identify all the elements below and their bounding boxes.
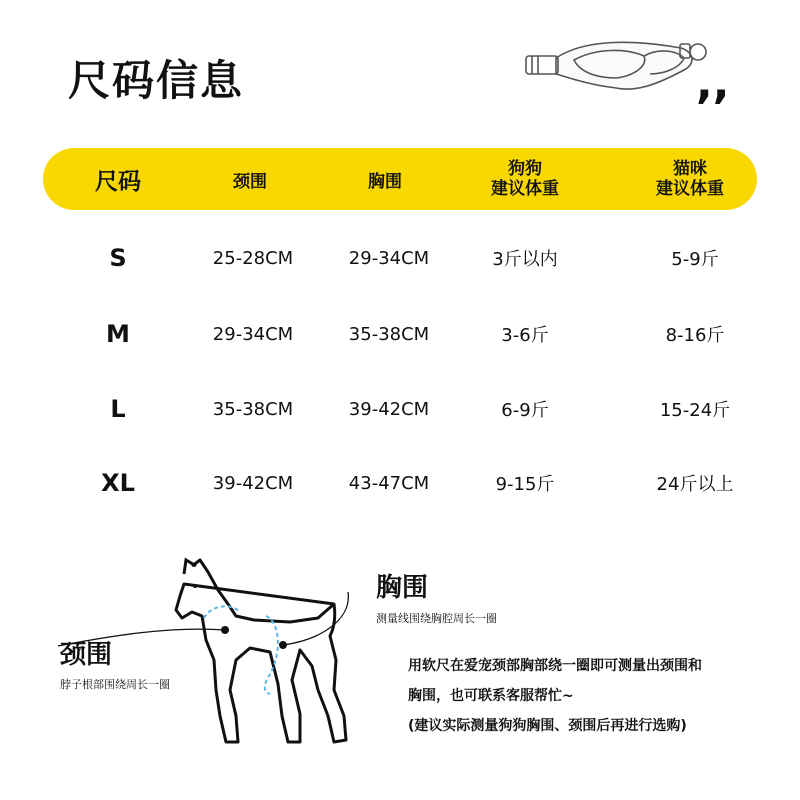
note-line-1: 用软尺在爱宠颈部胸部绕一圈即可测量出颈围和 xyxy=(408,658,702,674)
neck-cell: 25-28CM xyxy=(212,247,294,269)
note-line-3: (建议实际测量狗狗胸围、颈围后再进行选购) xyxy=(408,718,687,734)
cat-weight-cell: 5-9斤 xyxy=(671,249,719,270)
table-row xyxy=(0,314,800,354)
header-cat-weight-line1: 猫咪 xyxy=(673,159,707,179)
harness-product-image xyxy=(516,30,716,100)
size-cell: M xyxy=(106,320,130,348)
table-row xyxy=(0,463,800,503)
header-chest: 胸围 xyxy=(368,171,402,192)
dog-weight-cell: 3斤以内 xyxy=(492,249,558,270)
chest-cell: 35-38CM xyxy=(348,323,430,345)
size-cell: L xyxy=(110,395,126,423)
header-cat-weight xyxy=(620,148,760,210)
neck-cell: 39-42CM xyxy=(212,472,294,494)
dog-weight-cell: 3-6斤 xyxy=(501,325,549,346)
header-dog-weight-line2: 建议体重 xyxy=(491,179,559,199)
note-line-2: 胸围，也可联系客服帮忙~ xyxy=(408,688,574,704)
quote-mark: ,, xyxy=(696,58,730,109)
dog-weight-cell: 9-15斤 xyxy=(495,474,555,495)
neck-label: 颈围 xyxy=(60,640,113,670)
neck-cell: 35-38CM xyxy=(212,398,294,420)
size-cell: XL xyxy=(101,469,135,497)
chest-label: 胸围 xyxy=(376,573,429,603)
chest-description: 测量线围绕胸腔周长一圈 xyxy=(376,612,497,625)
header-dog-weight-line1: 狗狗 xyxy=(508,159,542,179)
chest-cell: 29-34CM xyxy=(348,247,430,269)
cat-weight-cell: 15-24斤 xyxy=(659,400,731,421)
cat-weight-cell: 8-16斤 xyxy=(665,325,725,346)
cat-weight-cell: 24斤以上 xyxy=(656,474,734,495)
dog-outline xyxy=(176,560,346,742)
dog-weight-cell: 6-9斤 xyxy=(501,400,549,421)
page-title: 尺码信息 xyxy=(68,56,245,105)
header-size: 尺码 xyxy=(95,168,141,195)
neck-cell: 29-34CM xyxy=(212,323,294,345)
chest-cell: 39-42CM xyxy=(348,398,430,420)
size-cell: S xyxy=(109,244,127,272)
table-row xyxy=(0,238,800,278)
header-neck: 颈围 xyxy=(233,171,267,192)
neck-description: 脖子根部围绕周长一圈 xyxy=(60,678,170,691)
table-row xyxy=(0,389,800,429)
header-dog-weight xyxy=(455,148,595,210)
header-cat-weight-line2: 建议体重 xyxy=(656,179,724,199)
chest-cell: 43-47CM xyxy=(348,472,430,494)
